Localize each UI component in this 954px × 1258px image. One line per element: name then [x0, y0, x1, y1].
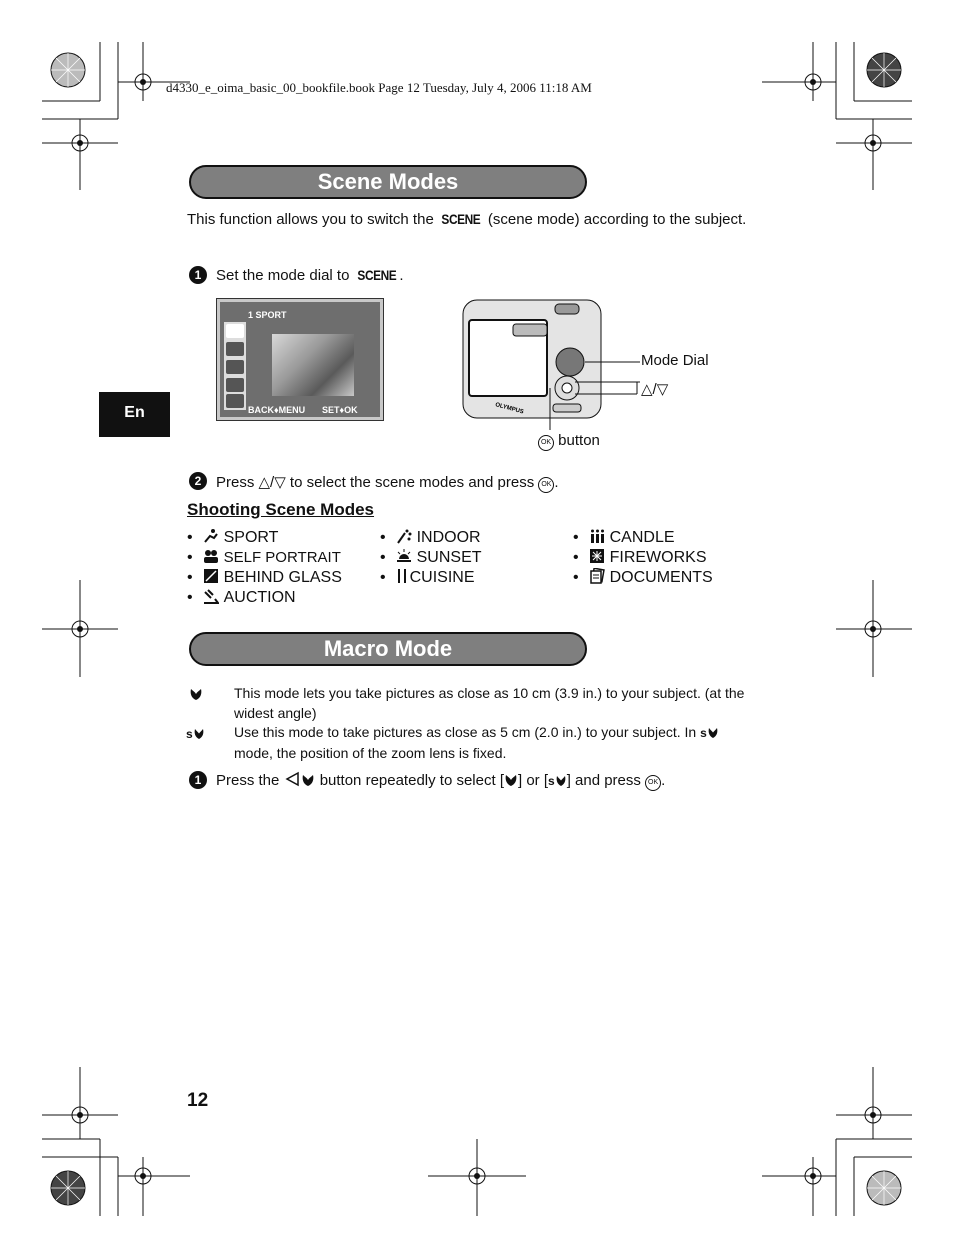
lcd-back-label: BACK♦MENU [248, 405, 306, 415]
lcd-set-label: SET♦OK [322, 405, 358, 415]
macro-step-text-c: ] or [ [517, 772, 548, 789]
language-tab [99, 392, 170, 437]
auction-icon [203, 588, 219, 604]
list-item [380, 568, 475, 587]
intro-text-b: (scene mode) according to the subject. [483, 211, 747, 228]
macro-icon [504, 772, 518, 789]
mode-label: CUISINE [409, 569, 475, 586]
mode-label: BEHIND GLASS [223, 569, 342, 586]
ok-icon: OK [538, 435, 554, 451]
lcd-mode-label: 1 SPORT [248, 310, 287, 320]
mode-label: SUNSET [416, 549, 482, 566]
mode-label: SELF PORTRAIT [223, 549, 341, 566]
mode-label: AUCTION [223, 589, 296, 606]
sunset-icon [226, 394, 244, 408]
bullet: • [573, 549, 579, 566]
macro-step-text-e: . [661, 772, 666, 789]
super-macro-text-b: mode, the position of the zoom lens is fixed. [234, 745, 507, 761]
page-number: 12 [187, 1090, 209, 1111]
list-item [380, 548, 482, 567]
bullet: • [187, 589, 193, 606]
bullet: • [380, 549, 386, 566]
svg-text:OLYMPUS: OLYMPUS [494, 402, 525, 416]
list-item [573, 528, 675, 547]
super-macro-icon: s [700, 726, 719, 740]
scene-modes-intro [187, 209, 757, 230]
cuisine-icon [396, 568, 408, 584]
shooting-scene-modes-heading: Shooting Scene Modes [187, 500, 375, 519]
bullet: • [187, 529, 193, 546]
arrow-buttons-label: △/▽ [641, 381, 669, 398]
list-item [187, 568, 342, 587]
macro-mode-title-bar [189, 632, 587, 666]
list-item [187, 588, 296, 607]
bullet: • [380, 529, 386, 546]
self-portrait-icon [203, 548, 219, 564]
macro-step-text-a: Press the [216, 772, 284, 789]
step-2-text: Press △/▽ to select the scene modes and press [216, 474, 539, 491]
step-1-end: . [399, 267, 404, 284]
fireworks-icon [589, 548, 605, 564]
left-arrow-macro-icon [284, 772, 316, 789]
mode-label: CANDLE [609, 529, 675, 546]
scene-label: SCENE [441, 211, 481, 227]
sample-photo [272, 334, 354, 396]
mode-label: DOCUMENTS [609, 569, 713, 586]
super-macro-description [234, 722, 774, 763]
step-2-end: . [554, 474, 559, 491]
lcd-screen-illustration [216, 298, 384, 421]
macro-step-text-b: button repeatedly to select [ [315, 772, 504, 789]
list-item [573, 548, 707, 567]
macro-icon [188, 686, 204, 702]
super-macro-text-a: Use this mode to take pictures as close as 5 cm (2.0 in.) to your subject. In [234, 724, 701, 740]
self-portrait-icon [226, 378, 244, 392]
file-header-line: d4330_e_oima_basic_00_bookfile.book Page 12 Tuesday, July 4, 2006 11:18 AM [166, 80, 592, 95]
mode-dial-label: Mode Dial [641, 352, 709, 369]
super-macro-icon: s [186, 726, 205, 741]
language-tab-label: En [124, 404, 145, 421]
candle-icon [226, 360, 244, 374]
indoor-icon [396, 528, 412, 544]
sport-icon [226, 324, 244, 338]
list-item [573, 568, 713, 587]
ok-icon: OK [645, 775, 661, 791]
mode-label: FIREWORKS [609, 549, 707, 566]
scene-modes-title-bar [189, 165, 587, 199]
bullet: • [573, 569, 579, 586]
macro-step-1 [216, 770, 665, 792]
step-1-text: Set the mode dial to [216, 267, 354, 284]
macro-step-1-badge: 1 [189, 771, 207, 789]
list-item [187, 528, 278, 547]
indoor-icon [226, 342, 244, 356]
scene-label: SCENE [357, 267, 396, 283]
ok-icon: OK [538, 477, 554, 493]
behind-glass-icon [203, 568, 219, 584]
step-1-badge: 1 [189, 266, 207, 284]
ok-button-text: button [558, 432, 600, 449]
sport-icon [203, 528, 219, 544]
candle-icon [589, 528, 605, 544]
list-item [187, 548, 341, 567]
scene-modes-title: Scene Modes [317, 169, 459, 194]
list-item [380, 528, 481, 547]
super-macro-icon: s [548, 774, 567, 788]
macro-step-text-d: ] and press [566, 772, 646, 789]
documents-icon [589, 568, 605, 584]
scene-step-1 [216, 265, 404, 286]
camera-back-illustration [455, 290, 645, 430]
sunset-icon [396, 548, 412, 564]
bullet: • [187, 549, 193, 566]
intro-text-a: This function allows you to switch the [187, 211, 438, 228]
bullet: • [187, 569, 193, 586]
mode-label: SPORT [223, 529, 279, 546]
mode-label: INDOOR [416, 529, 481, 546]
scene-step-2 [216, 472, 559, 493]
macro-description: This mode lets you take pictures as close as 10 cm (3.9 in.) to your subject. (at the widest angle) [234, 685, 745, 721]
ok-button-label [538, 432, 600, 451]
macro-mode-title: Macro Mode [323, 636, 453, 661]
bullet: • [573, 529, 579, 546]
lcd-mode-icons [224, 322, 246, 410]
bullet: • [380, 569, 386, 586]
step-2-badge: 2 [189, 472, 207, 490]
